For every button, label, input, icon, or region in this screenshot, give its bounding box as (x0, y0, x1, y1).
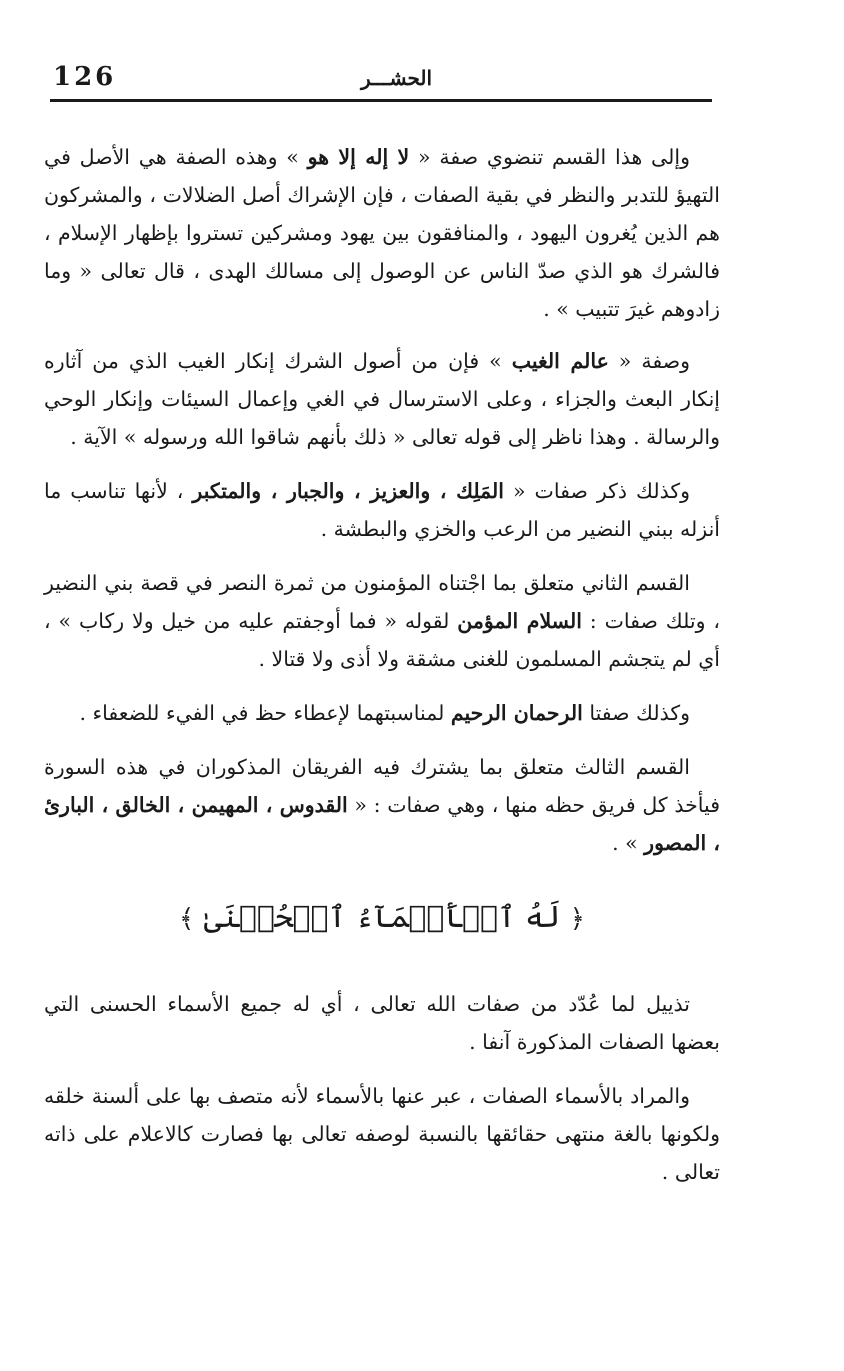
paragraph-6-text-c: » . (612, 831, 645, 855)
paragraph-5-text-c: لمناسبتهما لإعطاء حظ في الفيء للضعفاء . (79, 701, 451, 725)
running-title: الحشـــر (360, 66, 432, 90)
paragraph-5-text-a: وكذلك صفتا (582, 701, 690, 725)
paragraph-6 (44, 748, 720, 862)
verse-text: لَهُ ٱلۡأَسۡمَآءُ ٱلۡحُسۡنَىٰ (203, 900, 561, 935)
paragraph-2-text-a: وصفة « (608, 349, 690, 373)
paragraph-4-text-a: القسم الثاني متعلق بما اجْتناه المؤمنون من ثمرة النصر في قصة بني النضير ، وتلك صفات : (44, 571, 720, 633)
paragraph-3-text-c: ، لأنها تناسب ما أنزله ببني النضير من الرعب والخزي والبطشة . (44, 479, 720, 541)
paragraph-5 (44, 694, 720, 732)
paragraph-3-text-a: وكذلك ذكر صفات « (503, 479, 690, 503)
paragraph-6-text-a: القسم الثالث متعلق بما يشترك فيه الفريقان المذكوران في هذه السورة فيأخذ كل فريق حظه منها ، وهي صفات : « (44, 755, 720, 817)
paragraph-1-text-a: وإلى هذا القسم تنضوي صفة « (409, 145, 690, 169)
page-body (44, 138, 720, 1207)
paragraph-3 (44, 472, 720, 548)
paragraph-1-text-c: » وهذه الصفة هي الأصل في التهيؤ للتدبر والنظر في بقية الصفات ، فإن الإشراك أصل الضلالات ، والمشركون هم الذين يُغرون اليهود ، والمنافقون بين يهود ومشركين تستروا بإظهار الإسلام ، فالشرك هو الذي صدّ الناس عن الوصول إلى مسالك الهدى ، قال تعالى « وما زادوهم غيرَ تتبيب » . (44, 145, 720, 321)
paragraph-2-bold: عالم الغيب (511, 349, 609, 373)
verse-close-bracket: ﴾ (178, 904, 195, 934)
paragraph-4-text-c: لقوله « فما أوجفتم عليه من خيل ولا ركاب » ، أي لم يتجشم المسلمون للغنى مشقة ولا أذى ولا قتالا . (44, 609, 720, 671)
page-header (50, 58, 712, 100)
paragraph-8: والمراد بالأسماء الصفات ، عبر عنها بالأسماء لأنه متصف بها على ألسنة خلقه ولكونها بالغة منتهى حقائقها بالنسبة لوصفه تعالى بها فصارت كالاعلام على ذاته تعالى . (44, 1084, 720, 1184)
paragraph-6-bold: القدوس ، المهيمن ، الخالق ، البارئ ، المصور (44, 793, 720, 855)
paragraph-1-bold: لا إله إلا هو (307, 145, 410, 169)
paragraph-2-text-c: » فإن من أصول الشرك إنكار الغيب الذي من آثاره إنكار البعث والجزاء ، وعلى الاسترسال في الغي وإعمال السيئات وإنكار الوحي والرسالة . وهذا ناظر إلى قوله تعالى « ذلك بأنهم شاقوا الله ورسوله » الآية . (44, 349, 720, 449)
verse-open-bracket: ﴿ (569, 904, 586, 934)
header-rule (50, 99, 712, 102)
paragraph-1 (44, 138, 720, 328)
page-number: 126 (53, 62, 117, 92)
paragraph-3-bold: المَلِك ، والعزيز ، والجبار ، والمتكبر (192, 479, 504, 503)
paragraph-7: تذييل لما عُدّد من صفات الله تعالى ، أي له جميع الأسماء الحسنى التي بعضها الصفات المذكورة آنفا . (44, 992, 720, 1054)
paragraph-5-bold: الرحمان الرحيم (450, 701, 583, 725)
quran-verse (44, 898, 720, 939)
paragraph-2 (44, 342, 720, 456)
paragraph-4-bold: السلام المؤمن (457, 609, 582, 633)
paragraph-4 (44, 564, 720, 678)
